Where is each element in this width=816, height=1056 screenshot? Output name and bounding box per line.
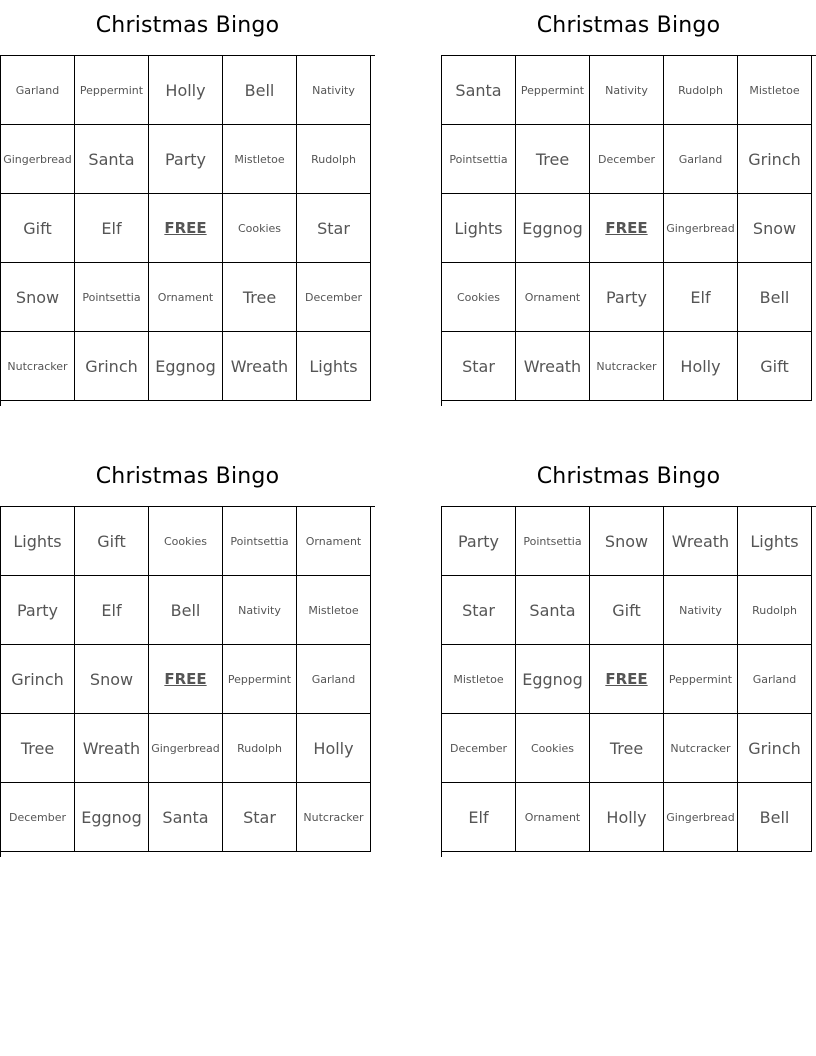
- bingo-cell: Elf: [75, 194, 149, 263]
- bingo-cell: Rudolph: [297, 125, 371, 194]
- bingo-cell: Star: [297, 194, 371, 263]
- bingo-cell: Pointsettia: [223, 507, 297, 576]
- bingo-cell: Pointsettia: [75, 263, 149, 332]
- bingo-cell: Gingerbread: [149, 714, 223, 783]
- bingo-cell: Gift: [738, 332, 812, 401]
- bingo-cell: Bell: [223, 56, 297, 125]
- bingo-cell: Nutcracker: [1, 332, 75, 401]
- bingo-cell: Gingerbread: [1, 125, 75, 194]
- bingo-cell: Rudolph: [738, 576, 812, 645]
- bingo-cell: Holly: [664, 332, 738, 401]
- bingo-grid: [441, 506, 816, 857]
- bingo-cell: Nutcracker: [590, 332, 664, 401]
- bingo-grid: [0, 506, 375, 857]
- bingo-cell: Nativity: [297, 56, 371, 125]
- bingo-cell: December: [297, 263, 371, 332]
- bingo-cell: Eggnog: [149, 332, 223, 401]
- card-title: Christmas Bingo: [536, 464, 721, 489]
- bingo-cell: Grinch: [738, 714, 812, 783]
- bingo-cell: Gingerbread: [664, 194, 738, 263]
- bingo-cell: Gift: [1, 194, 75, 263]
- bingo-cell: Tree: [590, 714, 664, 783]
- bingo-cell: Cookies: [442, 263, 516, 332]
- bingo-cell: Mistletoe: [442, 645, 516, 714]
- bingo-cell: Star: [442, 332, 516, 401]
- bingo-cell: Snow: [75, 645, 149, 714]
- bingo-cell: Santa: [149, 783, 223, 852]
- bingo-cell: December: [442, 714, 516, 783]
- bingo-cell: Garland: [297, 645, 371, 714]
- free-space-cell: FREE: [149, 194, 223, 263]
- bingo-cell: Peppermint: [75, 56, 149, 125]
- bingo-cell: Mistletoe: [297, 576, 371, 645]
- bingo-cell: Bell: [738, 783, 812, 852]
- bingo-cell: Bell: [738, 263, 812, 332]
- bingo-cell: Party: [149, 125, 223, 194]
- bingo-cell: December: [1, 783, 75, 852]
- bingo-cell: Wreath: [75, 714, 149, 783]
- free-space-cell: FREE: [590, 194, 664, 263]
- bingo-cell: Ornament: [297, 507, 371, 576]
- bingo-cell: Rudolph: [664, 56, 738, 125]
- bingo-cell: Garland: [664, 125, 738, 194]
- bingo-cell: Nativity: [590, 56, 664, 125]
- bingo-cell: Bell: [149, 576, 223, 645]
- bingo-cell: Cookies: [516, 714, 590, 783]
- bingo-cell: Mistletoe: [223, 125, 297, 194]
- bingo-cell: Elf: [75, 576, 149, 645]
- bingo-cell: Elf: [664, 263, 738, 332]
- bingo-cell: Ornament: [516, 783, 590, 852]
- bingo-cell: Lights: [442, 194, 516, 263]
- bingo-cell: Party: [590, 263, 664, 332]
- bingo-cell: Tree: [1, 714, 75, 783]
- bingo-cell: Wreath: [516, 332, 590, 401]
- bingo-cell: Gift: [590, 576, 664, 645]
- bingo-cell: Snow: [590, 507, 664, 576]
- bingo-cell: Wreath: [664, 507, 738, 576]
- bingo-cell: Star: [223, 783, 297, 852]
- bingo-cell: Santa: [516, 576, 590, 645]
- bingo-cell: Mistletoe: [738, 56, 812, 125]
- bingo-cell: Tree: [516, 125, 590, 194]
- bingo-cell: Eggnog: [516, 194, 590, 263]
- bingo-cell: Peppermint: [664, 645, 738, 714]
- bingo-cell: Snow: [738, 194, 812, 263]
- bingo-cell: Ornament: [516, 263, 590, 332]
- bingo-grid: [441, 55, 816, 406]
- bingo-cell: Gingerbread: [664, 783, 738, 852]
- bingo-cell: Nativity: [223, 576, 297, 645]
- bingo-cell: Holly: [149, 56, 223, 125]
- bingo-cell: Lights: [738, 507, 812, 576]
- bingo-cell: Peppermint: [223, 645, 297, 714]
- bingo-cell: Tree: [223, 263, 297, 332]
- card-title: Christmas Bingo: [536, 13, 721, 38]
- bingo-grid: [0, 55, 375, 406]
- bingo-cell: Snow: [1, 263, 75, 332]
- card-title: Christmas Bingo: [95, 13, 280, 38]
- free-space-cell: FREE: [149, 645, 223, 714]
- bingo-cell: Grinch: [75, 332, 149, 401]
- bingo-cell: Grinch: [738, 125, 812, 194]
- bingo-cell: Elf: [442, 783, 516, 852]
- bingo-cell: Peppermint: [516, 56, 590, 125]
- card-title: Christmas Bingo: [95, 464, 280, 489]
- bingo-cell: Nutcracker: [297, 783, 371, 852]
- bingo-cell: Pointsettia: [442, 125, 516, 194]
- bingo-cell: Star: [442, 576, 516, 645]
- bingo-cell: Party: [1, 576, 75, 645]
- bingo-cell: Lights: [1, 507, 75, 576]
- bingo-cell: Holly: [297, 714, 371, 783]
- bingo-cell: Gift: [75, 507, 149, 576]
- bingo-cell: Nativity: [664, 576, 738, 645]
- free-space-cell: FREE: [590, 645, 664, 714]
- bingo-cell: Eggnog: [75, 783, 149, 852]
- bingo-cell: Garland: [738, 645, 812, 714]
- bingo-cell: Holly: [590, 783, 664, 852]
- bingo-cell: Santa: [75, 125, 149, 194]
- bingo-cell: Grinch: [1, 645, 75, 714]
- bingo-cell: Nutcracker: [664, 714, 738, 783]
- bingo-cell: Party: [442, 507, 516, 576]
- bingo-cell: Garland: [1, 56, 75, 125]
- bingo-cell: December: [590, 125, 664, 194]
- bingo-cell: Cookies: [223, 194, 297, 263]
- bingo-cell: Ornament: [149, 263, 223, 332]
- bingo-cell: Pointsettia: [516, 507, 590, 576]
- bingo-cell: Eggnog: [516, 645, 590, 714]
- bingo-cell: Lights: [297, 332, 371, 401]
- bingo-cell: Cookies: [149, 507, 223, 576]
- bingo-cell: Rudolph: [223, 714, 297, 783]
- bingo-cell: Santa: [442, 56, 516, 125]
- bingo-cell: Wreath: [223, 332, 297, 401]
